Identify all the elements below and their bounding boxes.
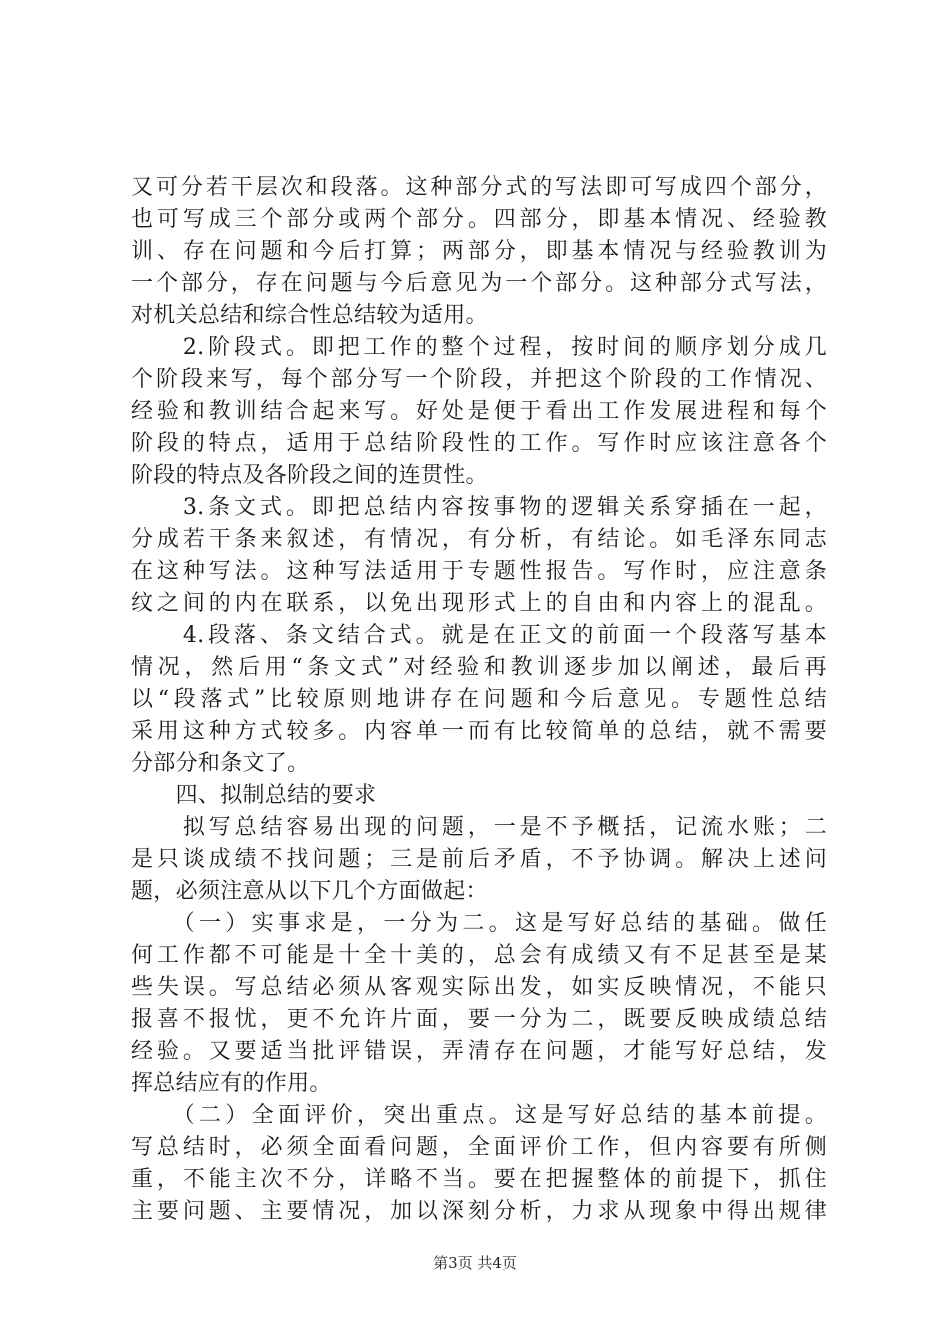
- text-line: 一个部分，存在问题与今后意见为一个部分。这种部分式写法，: [131, 271, 827, 296]
- text-line: 重，不能主次不分，详略不当。要在把握整体的前提下，抓住: [131, 1167, 827, 1192]
- text-line: 些失误。写总结必须从客观实际出发，如实反映情况，不能只: [131, 975, 827, 1000]
- text-line: 也可写成三个部分或两个部分。四部分，即基本情况、经验教: [131, 207, 827, 232]
- text-line: 主要问题、主要情况，加以深刻分析，力求从现象中得出规律: [131, 1199, 827, 1224]
- text-line: 分部分和条文了。: [131, 751, 310, 776]
- text-line: 对机关总结和综合性总结较为适用。: [131, 303, 488, 328]
- text-line: （二）全面评价，突出重点。这是写好总结的基本前提。: [131, 1103, 827, 1128]
- text-line: 分成若干条来叙述，有情况，有分析，有结论。如毛泽东同志: [131, 527, 827, 552]
- text-line: 纹之间的内在联系，以免出现形式上的自由和内容上的混乱。: [131, 591, 827, 616]
- text-line: 又可分若干层次和段落。这种部分式的写法即可写成四个部分，: [131, 175, 827, 200]
- text-line: 挥总结应有的作用。: [131, 1071, 332, 1096]
- text-line: 经验和教训结合起来写。好处是便于看出工作发展进程和每个: [131, 399, 827, 424]
- text-line: 写总结时，必须全面看问题，全面评价工作，但内容要有所侧: [131, 1135, 827, 1160]
- text-line: 何工作都不可能是十全十美的，总会有成绩又有不足甚至是某: [131, 943, 827, 968]
- text-line: 题，必须注意从以下几个方面做起：: [131, 879, 488, 904]
- text-line: 采用这种方式较多。内容单一而有比较简单的总结，就不需要: [131, 719, 827, 744]
- text-line: 情况，然后用“条文式”对经验和教训逐步加以阐述，最后再: [131, 655, 827, 680]
- text-line: 四、拟制总结的要求: [131, 783, 377, 808]
- text-line: 是只谈成绩不找问题；三是前后矛盾，不予协调。解决上述问: [131, 847, 827, 872]
- text-line: 以“段落式”比较原则地讲存在问题和今后意见。专题性总结: [131, 687, 827, 712]
- text-line: 个阶段来写，每个部分写一个阶段，并把这个阶段的工作情况、: [131, 367, 827, 392]
- body-text: [131, 172, 827, 1228]
- page-footer: 第3页 共4页: [433, 1254, 517, 1272]
- text-line: 报喜不报忧，更不允许片面，要一分为二，既要反映成绩总结: [131, 1007, 827, 1032]
- text-line: 阶段的特点及各阶段之间的连贯性。: [131, 463, 488, 488]
- text-line: 2.阶段式。即把工作的整个过程，按时间的顺序划分成几: [131, 335, 827, 360]
- text-line: 训、存在问题和今后打算；两部分，即基本情况与经验教训为: [131, 239, 827, 264]
- text-line: （一）实事求是，一分为二。这是写好总结的基础。做任: [131, 911, 827, 936]
- text-line: 4.段落、条文结合式。就是在正文的前面一个段落写基本: [131, 623, 827, 648]
- text-line: 阶段的特点，适用于总结阶段性的工作。写作时应该注意各个: [131, 431, 827, 456]
- text-line: 拟写总结容易出现的问题，一是不予概括，记流水账；二: [131, 815, 827, 840]
- text-line: 3.条文式。即把总结内容按事物的逻辑关系穿插在一起，: [131, 495, 827, 520]
- text-line: 经验。又要适当批评错误，弄清存在问题，才能写好总结，发: [131, 1039, 827, 1064]
- text-line: 在这种写法。这种写法适用于专题性报告。写作时，应注意条: [131, 559, 827, 584]
